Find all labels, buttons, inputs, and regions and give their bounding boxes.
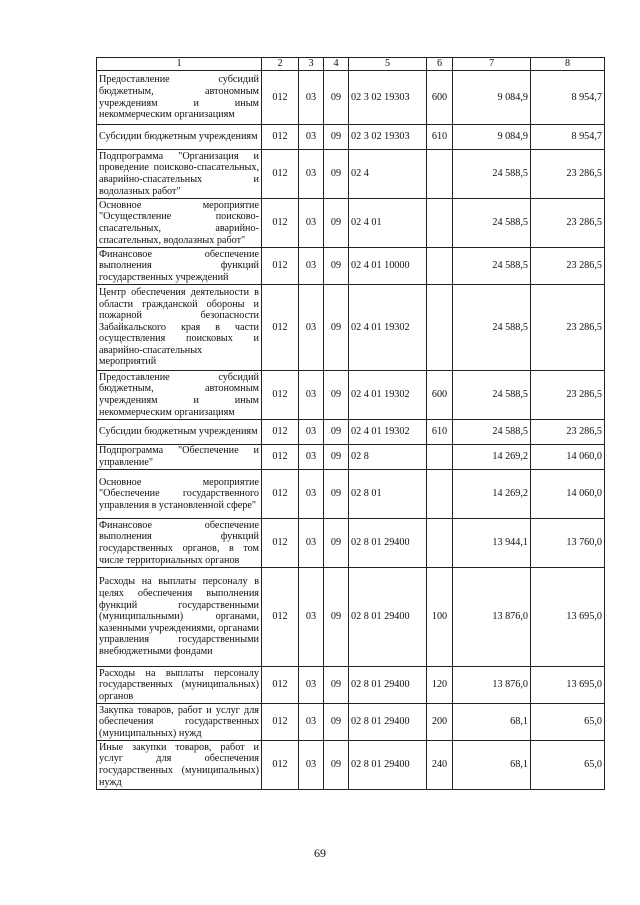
amount-year-2: 23 286,5 (531, 248, 605, 285)
table-body (97, 71, 605, 790)
item-name: Центр обеспечения деятельности в области гражданской обороны и пожарной безопасности Забайкальского края в части осуществления поисковых и аварийно-спасательных мероприятий (97, 285, 262, 371)
item-name: Расходы на выплаты персоналу государственных (муниципальных) органов (97, 667, 262, 704)
amount-year-2: 14 060,0 (531, 445, 605, 470)
section-code: 03 (299, 741, 324, 790)
amount-year-2: 65,0 (531, 741, 605, 790)
item-name: Субсидии бюджетным учреждениям (97, 420, 262, 445)
header-cell: 1 (97, 58, 262, 71)
header-cell: 7 (453, 58, 531, 71)
amount-year-2: 8 954,7 (531, 125, 605, 150)
amount-year-2: 23 286,5 (531, 199, 605, 248)
amount-year-1: 13 876,0 (453, 667, 531, 704)
target-article-code: 02 4 01 (349, 199, 427, 248)
section-code: 03 (299, 568, 324, 667)
subsection-code: 09 (324, 667, 349, 704)
amount-year-1: 24 588,5 (453, 420, 531, 445)
target-article-code: 02 3 02 19303 (349, 71, 427, 125)
table-row (97, 420, 605, 445)
ministry-code: 012 (262, 420, 299, 445)
subsection-code: 09 (324, 248, 349, 285)
amount-year-1: 24 588,5 (453, 248, 531, 285)
target-article-code: 02 4 01 19302 (349, 285, 427, 371)
item-name: Подпрограмма "Обеспечение и управление" (97, 445, 262, 470)
target-article-code: 02 8 01 29400 (349, 667, 427, 704)
amount-year-1: 13 944,1 (453, 519, 531, 568)
ministry-code: 012 (262, 519, 299, 568)
table-row (97, 470, 605, 519)
table-row (97, 741, 605, 790)
table-row (97, 150, 605, 199)
subsection-code: 09 (324, 445, 349, 470)
page-number: 69 (314, 846, 326, 860)
expense-type-code: 610 (427, 420, 453, 445)
amount-year-2: 13 695,0 (531, 667, 605, 704)
amount-year-2: 23 286,5 (531, 371, 605, 420)
subsection-code: 09 (324, 71, 349, 125)
amount-year-2: 13 695,0 (531, 568, 605, 667)
table-row (97, 71, 605, 125)
expense-type-code (427, 470, 453, 519)
header-cell: 2 (262, 58, 299, 71)
ministry-code: 012 (262, 150, 299, 199)
ministry-code: 012 (262, 199, 299, 248)
amount-year-2: 14 060,0 (531, 470, 605, 519)
ministry-code: 012 (262, 741, 299, 790)
section-code: 03 (299, 519, 324, 568)
table-row (97, 199, 605, 248)
subsection-code: 09 (324, 199, 349, 248)
amount-year-2: 23 286,5 (531, 420, 605, 445)
target-article-code: 02 8 01 29400 (349, 568, 427, 667)
subsection-code: 09 (324, 568, 349, 667)
subsection-code: 09 (324, 420, 349, 445)
amount-year-1: 68,1 (453, 704, 531, 741)
section-code: 03 (299, 199, 324, 248)
amount-year-1: 24 588,5 (453, 199, 531, 248)
section-code: 03 (299, 371, 324, 420)
expense-type-code (427, 248, 453, 285)
ministry-code: 012 (262, 445, 299, 470)
expense-type-code: 200 (427, 704, 453, 741)
expense-type-code (427, 285, 453, 371)
item-name: Основное мероприятие "Осуществление поисково-спасательных, аварийно-спасательных, водолазных работ" (97, 199, 262, 248)
expense-type-code: 600 (427, 371, 453, 420)
header-cell: 5 (349, 58, 427, 71)
amount-year-1: 24 588,5 (453, 371, 531, 420)
target-article-code: 02 8 01 29400 (349, 519, 427, 568)
ministry-code: 012 (262, 667, 299, 704)
table-row (97, 568, 605, 667)
target-article-code: 02 4 01 10000 (349, 248, 427, 285)
header-cell: 6 (427, 58, 453, 71)
section-code: 03 (299, 445, 324, 470)
section-code: 03 (299, 420, 324, 445)
subsection-code: 09 (324, 704, 349, 741)
table-row (97, 519, 605, 568)
section-code: 03 (299, 470, 324, 519)
section-code: 03 (299, 285, 324, 371)
amount-year-1: 24 588,5 (453, 285, 531, 371)
amount-year-2: 65,0 (531, 704, 605, 741)
section-code: 03 (299, 704, 324, 741)
subsection-code: 09 (324, 371, 349, 420)
header-cell: 4 (324, 58, 349, 71)
header-cell: 3 (299, 58, 324, 71)
ministry-code: 012 (262, 568, 299, 667)
amount-year-1: 14 269,2 (453, 470, 531, 519)
expense-type-code (427, 445, 453, 470)
target-article-code: 02 4 01 19302 (349, 420, 427, 445)
ministry-code: 012 (262, 371, 299, 420)
table-row (97, 125, 605, 150)
amount-year-2: 13 760,0 (531, 519, 605, 568)
ministry-code: 012 (262, 285, 299, 371)
expense-type-code: 240 (427, 741, 453, 790)
subsection-code: 09 (324, 470, 349, 519)
section-code: 03 (299, 248, 324, 285)
header-cell: 8 (531, 58, 605, 71)
expense-type-code (427, 150, 453, 199)
table-row (97, 371, 605, 420)
amount-year-2: 23 286,5 (531, 285, 605, 371)
header-row (97, 58, 605, 71)
amount-year-1: 9 084,9 (453, 71, 531, 125)
subsection-code: 09 (324, 519, 349, 568)
amount-year-1: 68,1 (453, 741, 531, 790)
ministry-code: 012 (262, 125, 299, 150)
target-article-code: 02 8 (349, 445, 427, 470)
table-row (97, 248, 605, 285)
subsection-code: 09 (324, 150, 349, 199)
expense-type-code: 100 (427, 568, 453, 667)
amount-year-1: 9 084,9 (453, 125, 531, 150)
amount-year-2: 23 286,5 (531, 150, 605, 199)
expense-type-code: 600 (427, 71, 453, 125)
table-row (97, 445, 605, 470)
section-code: 03 (299, 71, 324, 125)
item-name: Основное мероприятие "Обеспечение государственного управления в установленной сфере" (97, 470, 262, 519)
target-article-code: 02 8 01 (349, 470, 427, 519)
amount-year-1: 13 876,0 (453, 568, 531, 667)
ministry-code: 012 (262, 71, 299, 125)
amount-year-1: 24 588,5 (453, 150, 531, 199)
item-name: Иные закупки товаров, работ и услуг для обеспечения государственных (муниципальных) нужд (97, 741, 262, 790)
subsection-code: 09 (324, 285, 349, 371)
budget-table (96, 57, 605, 790)
section-code: 03 (299, 150, 324, 199)
item-name: Финансовое обеспечение выполнения функций государственных органов, в том числе территориальных органов (97, 519, 262, 568)
expense-type-code: 610 (427, 125, 453, 150)
target-article-code: 02 8 01 29400 (349, 741, 427, 790)
expense-type-code (427, 199, 453, 248)
section-code: 03 (299, 667, 324, 704)
item-name: Закупка товаров, работ и услуг для обеспечения государственных (муниципальных) нужд (97, 704, 262, 741)
item-name: Предоставление субсидий бюджетным, автономным учреждениям и иным некоммерческим организациям (97, 371, 262, 420)
target-article-code: 02 4 (349, 150, 427, 199)
item-name: Финансовое обеспечение выполнения функций государственных учреждений (97, 248, 262, 285)
item-name: Подпрограмма "Организация и проведение поисково-спасательных, аварийно-спасательных и водолазных работ" (97, 150, 262, 199)
subsection-code: 09 (324, 741, 349, 790)
item-name: Расходы на выплаты персоналу в целях обеспечения выполнения функций государственными (муниципальными) органами, казенными учреждениями, органами управления государственными внебюджетными фондами (97, 568, 262, 667)
table-row (97, 285, 605, 371)
target-article-code: 02 3 02 19303 (349, 125, 427, 150)
item-name: Предоставление субсидий бюджетным, автономным учреждениям и иным некоммерческим организациям (97, 71, 262, 125)
ministry-code: 012 (262, 470, 299, 519)
target-article-code: 02 4 01 19302 (349, 371, 427, 420)
expense-type-code (427, 519, 453, 568)
subsection-code: 09 (324, 125, 349, 150)
expense-type-code: 120 (427, 667, 453, 704)
table-row (97, 704, 605, 741)
ministry-code: 012 (262, 248, 299, 285)
section-code: 03 (299, 125, 324, 150)
item-name: Субсидии бюджетным учреждениям (97, 125, 262, 150)
amount-year-1: 14 269,2 (453, 445, 531, 470)
amount-year-2: 8 954,7 (531, 71, 605, 125)
ministry-code: 012 (262, 704, 299, 741)
target-article-code: 02 8 01 29400 (349, 704, 427, 741)
table-row (97, 667, 605, 704)
